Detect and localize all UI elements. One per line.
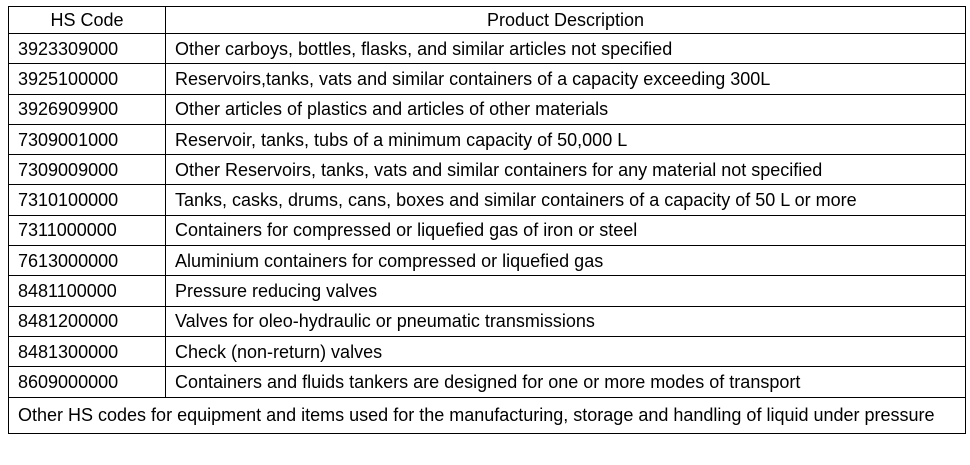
hs-code-cell: 7309009000 bbox=[9, 155, 166, 185]
hs-code-column-header: HS Code bbox=[9, 7, 166, 34]
table-row bbox=[9, 246, 966, 276]
product-description-cell: Containers and fluids tankers are designed for one or more modes of transport bbox=[166, 367, 966, 397]
hs-code-cell: 8481200000 bbox=[9, 306, 166, 336]
product-description-cell: Other carboys, bottles, flasks, and similar articles not specified bbox=[166, 34, 966, 64]
table-footer-row bbox=[9, 397, 966, 433]
product-description-cell: Pressure reducing valves bbox=[166, 276, 966, 306]
product-description-cell: Other Reservoirs, tanks, vats and similar containers for any material not specified bbox=[166, 155, 966, 185]
table-row bbox=[9, 94, 966, 124]
table-row bbox=[9, 185, 966, 215]
product-description-cell: Valves for oleo-hydraulic or pneumatic transmissions bbox=[166, 306, 966, 336]
table-row bbox=[9, 34, 966, 64]
table-row bbox=[9, 276, 966, 306]
table-row bbox=[9, 336, 966, 366]
hs-code-cell: 7613000000 bbox=[9, 246, 166, 276]
product-description-cell: Check (non-return) valves bbox=[166, 336, 966, 366]
table-row bbox=[9, 215, 966, 245]
hs-code-cell: 7309001000 bbox=[9, 124, 166, 154]
hs-code-cell: 3925100000 bbox=[9, 64, 166, 94]
product-description-cell: Aluminium containers for compressed or liquefied gas bbox=[166, 246, 966, 276]
hs-code-table bbox=[8, 6, 966, 434]
product-description-cell: Other articles of plastics and articles of other materials bbox=[166, 94, 966, 124]
other-hs-codes-note: Other HS codes for equipment and items used for the manufacturing, storage and handling of liquid under pressure bbox=[9, 397, 966, 433]
hs-code-cell: 3926909900 bbox=[9, 94, 166, 124]
table-row bbox=[9, 306, 966, 336]
hs-code-cell: 3923309000 bbox=[9, 34, 166, 64]
product-description-cell: Reservoirs,tanks, vats and similar containers of a capacity exceeding 300L bbox=[166, 64, 966, 94]
table-header-row bbox=[9, 7, 966, 34]
table-row bbox=[9, 367, 966, 397]
table-row bbox=[9, 64, 966, 94]
hs-code-cell: 8481300000 bbox=[9, 336, 166, 366]
product-description-column-header: Product Description bbox=[166, 7, 966, 34]
product-description-cell: Tanks, casks, drums, cans, boxes and similar containers of a capacity of 50 L or more bbox=[166, 185, 966, 215]
table-row bbox=[9, 155, 966, 185]
hs-code-cell: 8609000000 bbox=[9, 367, 166, 397]
table-body bbox=[9, 34, 966, 434]
product-description-cell: Reservoir, tanks, tubs of a minimum capacity of 50,000 L bbox=[166, 124, 966, 154]
product-description-cell: Containers for compressed or liquefied gas of iron or steel bbox=[166, 215, 966, 245]
hs-code-cell: 7310100000 bbox=[9, 185, 166, 215]
hs-code-cell: 8481100000 bbox=[9, 276, 166, 306]
table-row bbox=[9, 124, 966, 154]
hs-code-cell: 7311000000 bbox=[9, 215, 166, 245]
